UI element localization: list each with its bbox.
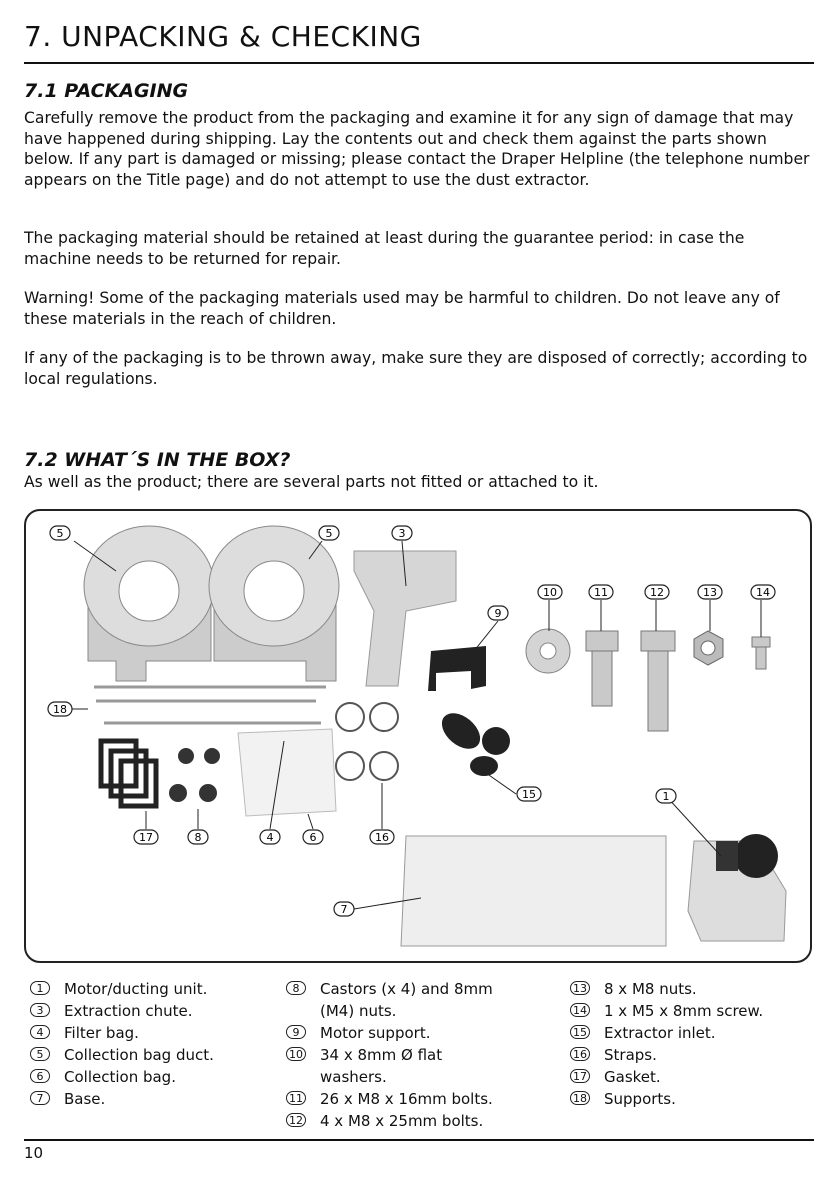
parts-illustration	[26, 511, 810, 961]
legend-number: 14	[570, 1003, 590, 1017]
legend-item	[30, 1066, 214, 1088]
legend-item	[30, 1088, 214, 1110]
legend-text: 4 x M8 x 25mm bolts.	[320, 1112, 484, 1130]
legend-number: 3	[30, 1003, 50, 1017]
motor-unit	[688, 834, 786, 941]
callout-number-5: 5	[325, 527, 333, 540]
legend-number: 18	[570, 1091, 590, 1105]
legend-number: 10	[286, 1047, 306, 1061]
bolt-25mm	[641, 631, 675, 731]
legend-number: 5	[30, 1047, 50, 1061]
legend-item	[570, 1044, 763, 1066]
legend-column-3	[570, 978, 763, 1110]
packaging-heading: 7.1 PACKAGING	[24, 80, 189, 102]
legend-item	[30, 1022, 214, 1044]
legend-item	[570, 1088, 763, 1110]
legend-number: 6	[30, 1069, 50, 1083]
box-intro: As well as the product; there are several parts not fitted or attached to it.	[24, 473, 599, 491]
legend-text: Gasket.	[604, 1068, 661, 1086]
legend-text: Collection bag.	[64, 1068, 176, 1086]
parts-figure	[24, 509, 812, 963]
callout-number-18: 18	[53, 703, 67, 716]
legend-number: 4	[30, 1025, 50, 1039]
legend-text: Motor support.	[320, 1024, 431, 1042]
legend-item	[30, 1000, 214, 1022]
legend-text: Extractor inlet.	[604, 1024, 716, 1042]
legend-text: Base.	[64, 1090, 106, 1108]
supports	[94, 687, 326, 723]
legend-text: Motor/ducting unit.	[64, 980, 208, 998]
callout-number-16: 16	[375, 831, 389, 844]
callout-number-15: 15	[522, 788, 536, 801]
legend-item	[286, 978, 493, 1022]
legend-item	[570, 1000, 763, 1022]
legend-number: 12	[286, 1113, 306, 1127]
legend-text: Supports.	[604, 1090, 676, 1108]
castors	[169, 748, 220, 802]
title-divider	[24, 62, 814, 64]
legend-text: 8 x M8 nuts.	[604, 980, 697, 998]
box-heading: 7.2 WHAT´S IN THE BOX?	[24, 449, 291, 471]
legend-item	[30, 978, 214, 1000]
legend-number: 9	[286, 1025, 306, 1039]
callout-number-14: 14	[756, 586, 770, 599]
legend-column-2	[286, 978, 493, 1132]
base-plate	[401, 836, 666, 946]
legend-number: 8	[286, 981, 306, 995]
extractor-inlet	[435, 706, 510, 776]
callout-number-9: 9	[494, 607, 502, 620]
collection-duct-left	[84, 526, 214, 681]
legend-item	[286, 1088, 493, 1110]
callout-number-12: 12	[650, 586, 664, 599]
legend-number: 13	[570, 981, 590, 995]
gaskets	[101, 741, 156, 806]
packaging-paragraph-1: Carefully remove the product from the packaging and examine it for any sign of damage that may have happened during shipping. Lay the contents out and check them against the parts shown below. If any part is damaged or missing; please contact the Draper Helpline (the telephone number appears on the Title page) and do not attempt to use the dust extractor.	[24, 109, 810, 189]
legend-number: 1	[30, 981, 50, 995]
section-title: 7. UNPACKING & CHECKING	[24, 20, 422, 53]
page-number: 10	[24, 1144, 44, 1162]
legend-text: Collection bag duct.	[64, 1046, 214, 1064]
legend-number: 16	[570, 1047, 590, 1061]
callout-number-7: 7	[340, 903, 348, 916]
callout-number-10: 10	[543, 586, 557, 599]
legend-text: 34 x 8mm Ø flat washers.	[320, 1046, 443, 1086]
callout-number-1: 1	[662, 790, 670, 803]
legend-item	[570, 978, 763, 1000]
packaging-warning: Warning! Some of the packaging materials used may be harmful to children. Do not leave any of these materials in the reach of children.	[24, 289, 780, 328]
legend-number: 15	[570, 1025, 590, 1039]
screw	[752, 637, 770, 669]
callout-number-8: 8	[194, 831, 202, 844]
footer-divider	[24, 1139, 814, 1141]
callout-number-3: 3	[398, 527, 406, 540]
callout-number-5: 5	[56, 527, 64, 540]
motor-support	[428, 646, 486, 691]
legend-text: 1 x M5 x 8mm screw.	[604, 1002, 764, 1020]
legend-item	[570, 1066, 763, 1088]
legend-item	[570, 1022, 763, 1044]
callout-number-17: 17	[139, 831, 153, 844]
legend-text: Extraction chute.	[64, 1002, 193, 1020]
legend-item	[286, 1044, 493, 1088]
filter-bag	[238, 729, 336, 816]
legend-number: 11	[286, 1091, 306, 1105]
legend-column-1	[30, 978, 214, 1110]
legend-text: 26 x M8 x 16mm bolts.	[320, 1090, 493, 1108]
packaging-paragraph-2: The packaging material should be retained at least during the guarantee period: in case the machine needs to be returned for repair.	[24, 229, 745, 268]
legend-number: 17	[570, 1069, 590, 1083]
callout-number-13: 13	[703, 586, 717, 599]
collection-duct-right	[209, 526, 339, 681]
legend-text: Castors (x 4) and 8mm (M4) nuts.	[320, 980, 493, 1020]
callout-number-6: 6	[309, 831, 317, 844]
packaging-paragraph-4: If any of the packaging is to be thrown away, make sure they are disposed of correctly; according to local regulations.	[24, 349, 808, 388]
legend-item	[286, 1110, 493, 1132]
legend-text: Filter bag.	[64, 1024, 139, 1042]
legend-number: 7	[30, 1091, 50, 1105]
legend-text: Straps.	[604, 1046, 657, 1064]
callout-number-11: 11	[594, 586, 608, 599]
straps	[336, 703, 398, 780]
bolt-16mm	[586, 631, 618, 706]
legend-item	[286, 1022, 493, 1044]
callout-number-4: 4	[266, 831, 274, 844]
legend-item	[30, 1044, 214, 1066]
